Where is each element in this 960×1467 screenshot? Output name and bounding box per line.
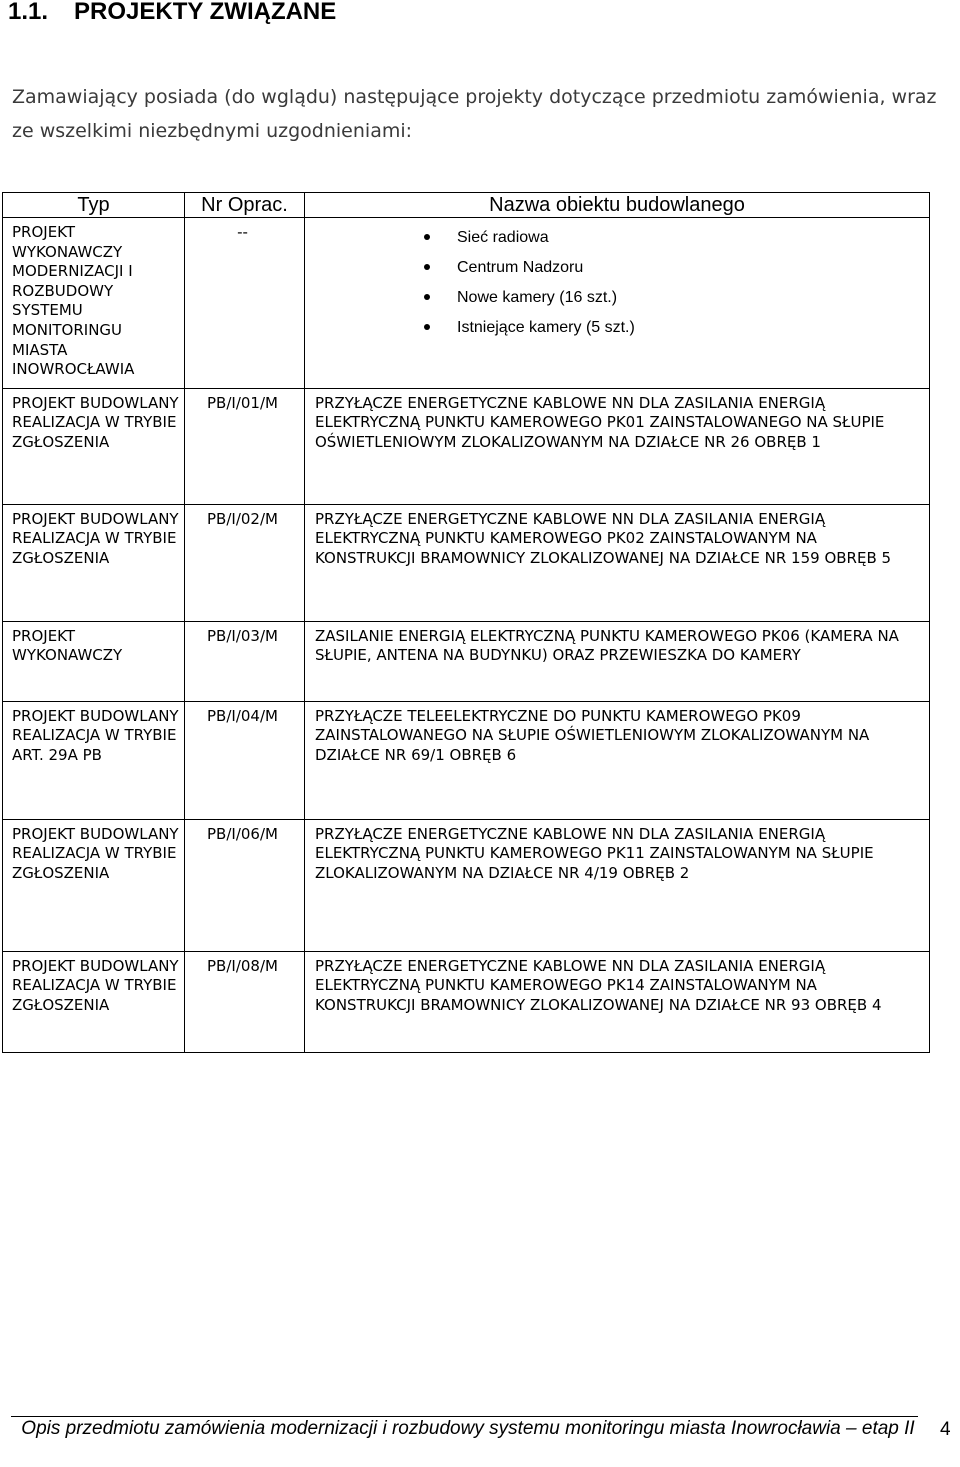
project-name-cell: PRZYŁĄCZE ENERGETYCZNE KABLOWE NN DLA ZASILANIA ENERGIĄ ELEKTRYCZNĄ PUNKTU KAMEROWEGO PK02 ZAINSTALOWANYM NA KONSTRUKCJI BRAMOWNICY ZLOKALIZOWANEJ NA DZIAŁCE NR 159 OBRĘB 5: [305, 504, 930, 621]
header-name: Nazwa obiektu budowlanego: [305, 193, 930, 218]
project-number-cell: PB/I/02/M: [185, 504, 305, 621]
project-number-cell: PB/I/04/M: [185, 701, 305, 819]
project-name-cell: ZASILANIE ENERGIĄ ELEKTRYCZNĄ PUNKTU KAMEROWEGO PK06 (KAMERA NA SŁUPIE, ANTENA NA BUDYNKU) ORAZ PRZEWIESZKA DO KAMERY: [305, 621, 930, 701]
project-type-cell: PROJEKT BUDOWLANY REALIZACJA W TRYBIE ZGŁOSZENIA: [3, 504, 185, 621]
table-row: [3, 218, 930, 389]
project-name-cell: PRZYŁĄCZE TELEELEKTRYCZNE DO PUNKTU KAMEROWEGO PK09 ZAINSTALOWANEGO NA SŁUPIE OŚWIETLENIOWYM ZLOKALIZOWANYM NA DZIAŁCE NR 69/1 OBRĘB 6: [305, 701, 930, 819]
project-number-cell: PB/I/08/M: [185, 951, 305, 1052]
project-type-cell: PROJEKT BUDOWLANY REALIZACJA W TRYBIE ART. 29A PB: [3, 701, 185, 819]
projects-table: [2, 192, 930, 1053]
list-item: [457, 223, 921, 253]
project-name-cell: PRZYŁĄCZE ENERGETYCZNE KABLOWE NN DLA ZASILANIA ENERGIĄ ELEKTRYCZNĄ PUNKTU KAMEROWEGO PK01 ZAINSTALOWANEGO NA SŁUPIE OŚWIETLENIOWYM ZLOKALIZOWANYM NA DZIAŁCE NR 26 OBRĘB 1: [305, 388, 930, 504]
bullet-icon: [424, 294, 430, 300]
project-name-cell: PRZYŁĄCZE ENERGETYCZNE KABLOWE NN DLA ZASILANIA ENERGIĄ ELEKTRYCZNĄ PUNKTU KAMEROWEGO PK11 ZAINSTALOWANYM NA SŁUPIE ZLOKALIZOWANYM NA DZIAŁCE NR 4/19 OBRĘB 2: [305, 819, 930, 951]
project-type-cell: PROJEKT BUDOWLANY REALIZACJA W TRYBIE ZGŁOSZENIA: [3, 951, 185, 1052]
list-item: [457, 313, 921, 343]
section-heading: [8, 0, 336, 26]
list-item-label: Istniejące kamery (5 szt.): [457, 319, 635, 336]
table-header-row: [3, 193, 930, 218]
header-number: Nr Oprac.: [185, 193, 305, 218]
project-number-cell: PB/I/01/M: [185, 388, 305, 504]
header-type: Typ: [3, 193, 185, 218]
page-number: 4: [940, 1419, 951, 1440]
project-name-cell: [305, 218, 930, 389]
table-row: [3, 951, 930, 1052]
table-row: [3, 388, 930, 504]
list-item-label: Sieć radiowa: [457, 229, 549, 246]
bullet-icon: [424, 264, 430, 270]
table-row: [3, 701, 930, 819]
project-type-cell: PROJEKT BUDOWLANY REALIZACJA W TRYBIE ZGŁOSZENIA: [3, 388, 185, 504]
project-name-cell: PRZYŁĄCZE ENERGETYCZNE KABLOWE NN DLA ZASILANIA ENERGIĄ ELEKTRYCZNĄ PUNKTU KAMEROWEGO PK14 ZAINSTALOWANYM NA KONSTRUKCJI BRAMOWNICY ZLOKALIZOWANEJ NA DZIAŁCE NR 93 OBRĘB 4: [305, 951, 930, 1052]
table-row: [3, 504, 930, 621]
section-title: PROJEKTY ZWIĄZANE: [74, 0, 337, 25]
object-list: [305, 223, 921, 343]
bullet-icon: [424, 234, 430, 240]
list-item-label: Centrum Nadzoru: [457, 259, 584, 276]
project-number-cell: PB/I/03/M: [185, 621, 305, 701]
project-type-cell: PROJEKT WYKONAWCZY: [3, 621, 185, 701]
project-type-cell: PROJEKT WYKONAWCZY MODERNIZACJI I ROZBUDOWY SYSTEMU MONITORINGU MIASTA INOWROCŁAWIA: [3, 218, 185, 389]
table-row: [3, 819, 930, 951]
table-row: [3, 621, 930, 701]
footer-text: Opis przedmiotu zamówienia modernizacji i rozbudowy systemu monitoringu miasta Inowrocławia – etap II: [21, 1418, 915, 1439]
project-number-cell: PB/I/06/M: [185, 819, 305, 951]
bullet-icon: [424, 324, 430, 330]
intro-paragraph: Zamawiający posiada (do wglądu) następujące projekty dotyczące przedmiotu zamówienia, wraz ze wszelkimi niezbędnymi uzgodnieniami:: [12, 86, 937, 142]
project-type-cell: PROJEKT BUDOWLANY REALIZACJA W TRYBIE ZGŁOSZENIA: [3, 819, 185, 951]
list-item: [457, 253, 921, 283]
section-number: 1.1.: [8, 0, 49, 25]
list-item: [457, 283, 921, 313]
project-number-cell: --: [185, 218, 305, 389]
list-item-label: Nowe kamery (16 szt.): [457, 289, 618, 306]
